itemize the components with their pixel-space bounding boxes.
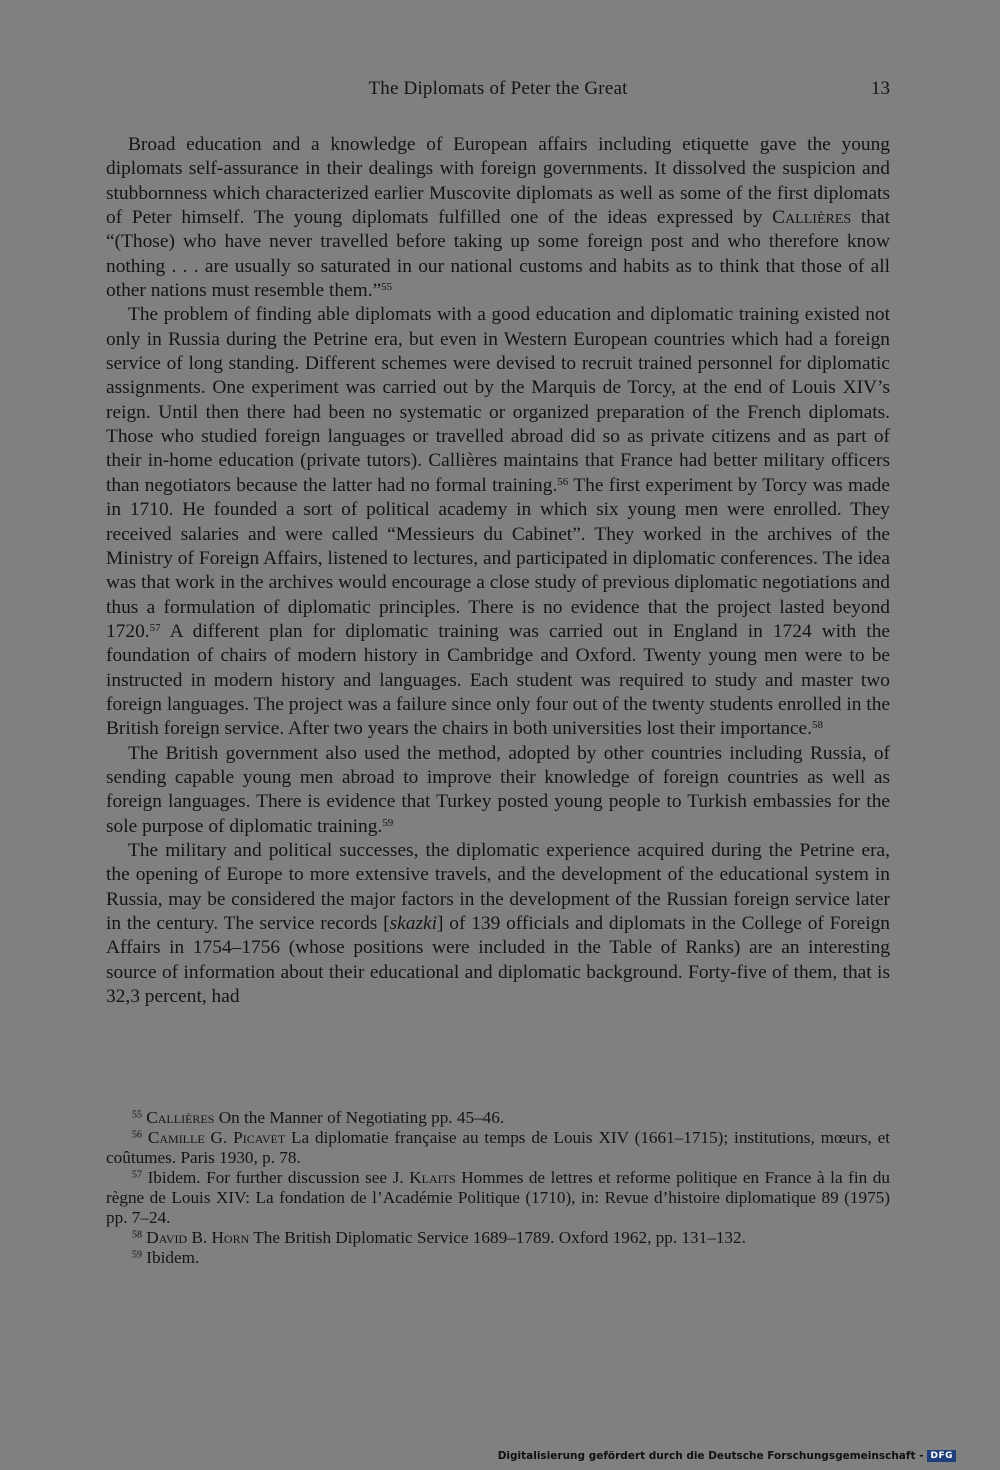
footnote-56 (106, 1128, 890, 1168)
text-run: A different plan for diplomatic training was carried out in England in 1724 with the foundation of chairs of modern history in Cambridge and Oxford. Twenty young men were to be instructed in modern history and languages. Each student was required to study and master two foreign languages. The project was a failure since only four out of the twenty students enrolled in the British foreign service. After two years the chairs in both universities lost their importance. (106, 620, 890, 740)
page-number: 13 (871, 78, 890, 99)
footnote-author: Klaits (409, 1168, 456, 1187)
paragraph-3 (106, 742, 890, 839)
footnote-number: 57 (132, 1169, 142, 1181)
running-title: The Diplomats of Peter the Great (368, 78, 628, 99)
footnote-number: 58 (132, 1229, 142, 1241)
footnote-ref: 59 (382, 816, 394, 829)
dfg-logo-icon: DFG (927, 1450, 956, 1462)
running-head (106, 78, 890, 106)
footnote-number: 55 (132, 1109, 142, 1121)
footnote-ref: 55 (381, 281, 393, 294)
text-run: The British government also used the method, adopted by other countries including Russia, of sending capable young men abroad to improve their knowledge of foreign countries as well as foreign languages. There is evidence that Turkey posted young people to Turkish embassies for the sole purpose of diplomatic training. (106, 742, 890, 837)
footnote-ref: 56 (557, 475, 569, 488)
text-run: The first experiment by Torcy was made in 1710. He founded a sort of political academy in which six young men were enrolled. They received salaries and were called “Messieurs du Cabinet”. They worked in the archives of the Ministry of Foreign Affairs, listened to lectures, and participated in diplomatic conferences. The idea was that work in the archives would encourage a close study of previous diplomatic negotiations and thus a formulation of diplomatic principles. There is no evidence that the project lasted beyond 1720. (106, 474, 890, 642)
footnotes (106, 1108, 890, 1268)
body-text (106, 133, 890, 1009)
footnote-number: 56 (132, 1129, 142, 1141)
author-name: Callières (772, 207, 852, 229)
footnote-text: Ibidem. For further discussion see J. (147, 1168, 410, 1187)
text-run: ] of 139 officials and diplomats in the College of Foreign Affairs in 1754–1756 (whose positions were included in the Table of Ranks) are an interesting source of information about their educational and diplomatic background. Forty-five of them, that is 32,3 percent, had (106, 913, 891, 1008)
footnote-text: La diplomatie française au temps de Louis XIV (1661–1715); institutions, mœurs, et coûtumes. Paris 1930, p. 78. (106, 1128, 891, 1167)
text-run: The military and political successes, the diplomatic experience acquired during the Petrine era, the opening of Europe to more extensive travels, and the development of the educational system in Russia, may be considered the major factors in the development of the Russian foreign service later in the century. The service records [ (106, 839, 890, 934)
footnote-58 (106, 1228, 890, 1248)
footnote-author: Callières (146, 1108, 215, 1127)
text-run: that “(Those) who have never travelled before taking up some foreign post and who therefore know nothing . . . are usually so saturated in our national customs and habits as to think that those of all other nations must resemble them.” (106, 207, 890, 302)
text-run: Broad education and a knowledge of European affairs including etiquette gave the young diplomats self-assurance in their dealings with foreign governments. It dissolved the suspicion and stubbornness which characterized earlier Muscovite diplomats as well as some of the first diplomats of Peter himself. The young diplomats fulfilled one of the ideas expressed by (106, 134, 890, 229)
footnote-59 (106, 1248, 890, 1268)
footnote-ref: 58 (811, 719, 823, 732)
paragraph-2 (106, 303, 890, 741)
digitization-credit (498, 1450, 956, 1462)
credit-text: Digitalisierung gefördert durch die Deutsche Forschungsgemeinschaft - (497, 1450, 924, 1462)
text-run: The problem of finding able diplomats with a good education and diplomatic training existed not only in Russia during the Petrine era, but even in Western European countries which had a foreign service of long standing. Different schemes were devised to recruit trained personnel for diplomatic assignments. One experiment was carried out by the Marquis de Torcy, at the end of Louis XIV’s reign. Until then there had been no systematic or organized preparation of the French diplomats. Those who studied foreign languages or travelled abroad did so as private citizens and as part of their in-home education (private tutors). Callières maintains that France had better military officers than negotiators because the latter had no formal training. (106, 304, 890, 496)
footnote-57 (106, 1168, 890, 1228)
paragraph-4 (106, 839, 890, 1009)
footnote-author: Camille G. Picavet (147, 1128, 286, 1147)
italic-term: skazki (389, 913, 437, 934)
footnote-55 (106, 1108, 890, 1128)
footnote-text: Hommes de lettres et reforme politique en France à la fin du règne de Louis XIV: La fondation de l’Académie Politique (1710), in: Revue d’histoire diplomatique 89 (1975) pp. 7–24. (106, 1168, 890, 1227)
footnote-text: Ibidem. (146, 1248, 200, 1267)
paragraph-1 (106, 133, 890, 303)
footnote-ref: 57 (149, 621, 161, 634)
footnote-number: 59 (132, 1249, 142, 1261)
footnote-text: The British Diplomatic Service 1689–1789. Oxford 1962, pp. 131–132. (249, 1228, 746, 1247)
footnote-author: David B. Horn (146, 1228, 250, 1247)
footnote-text: On the Manner of Negotiating pp. 45–46. (214, 1108, 505, 1127)
